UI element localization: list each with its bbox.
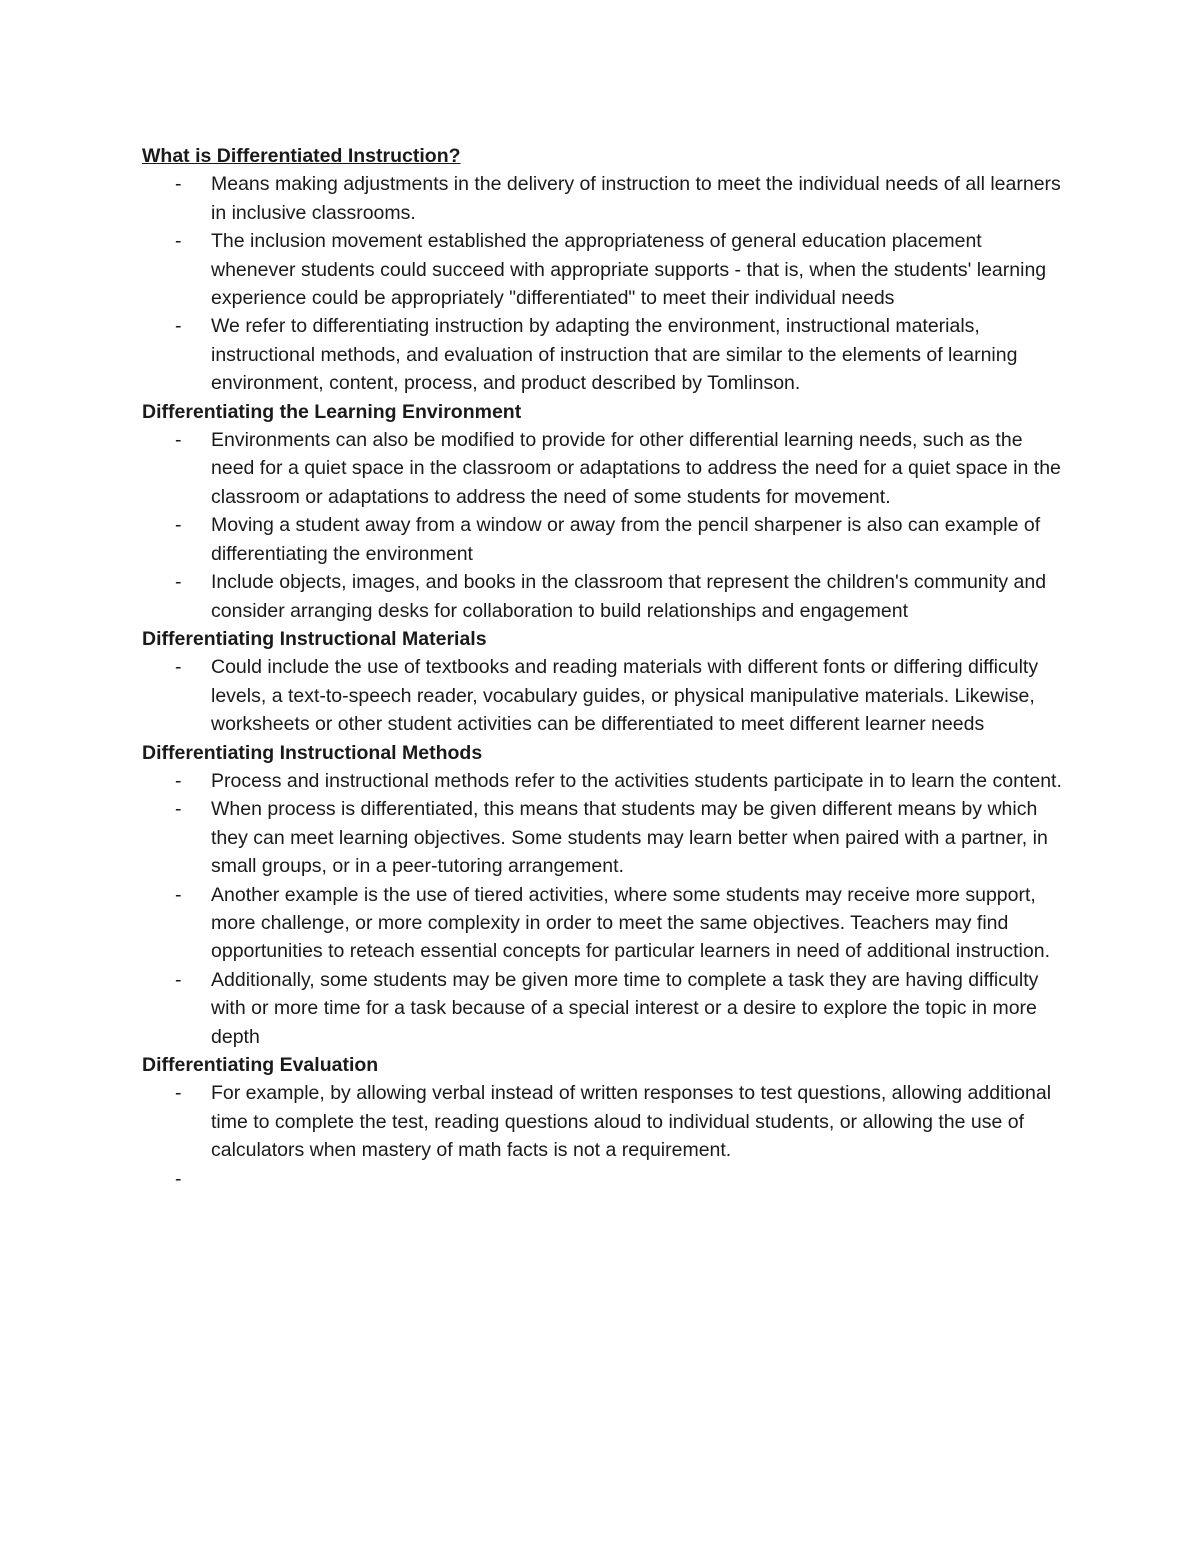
document-page: [142, 142, 1062, 1193]
list-item: [142, 881, 1062, 966]
bullet-dash: -: [175, 883, 182, 906]
bullet-list: [142, 170, 1062, 397]
list-item: [142, 767, 1062, 795]
list-item: [142, 966, 1062, 1051]
bullet-dash: -: [175, 1082, 182, 1105]
section-learning-environment: [142, 398, 1062, 625]
section-heading: Differentiating Instructional Methods: [142, 741, 483, 764]
list-item: [142, 426, 1062, 511]
bullet-dash: -: [175, 315, 182, 338]
list-item: [142, 795, 1062, 880]
section-evaluation: [142, 1051, 1062, 1193]
section-what-is-di: [142, 142, 1062, 398]
list-item-text: Moving a student away from a window or away from the pencil sharpener is also can example of differentiating the environment: [211, 514, 1041, 565]
list-item: [142, 653, 1062, 738]
list-item: [142, 312, 1062, 397]
list-item-text: Another example is the use of tiered activities, where some students may receive more support, more challenge, or more complexity in order to meet the same objectives. Teachers may find opportunities to reteach essential concepts for particular learners in need of additional instruction.: [211, 883, 1050, 963]
bullet-dash: -: [175, 656, 182, 679]
bullet-dash: -: [175, 798, 182, 821]
list-item: [142, 568, 1062, 625]
section-instructional-materials: [142, 625, 1062, 739]
bullet-dash: -: [175, 514, 182, 537]
bullet-dash: -: [175, 769, 182, 792]
bullet-dash: -: [175, 173, 182, 196]
section-instructional-methods: [142, 739, 1062, 1051]
list-item-text: Additionally, some students may be given more time to complete a task they are having difficulty with or more time for a task because of a special interest or a desire to explore the topic in more depth: [211, 968, 1039, 1048]
list-item-text: For example, by allowing verbal instead of written responses to test questions, allowing additional time to complete the test, reading questions aloud to individual students, or allowing the use of calculators when mastery of math facts is not a requirement.: [211, 1082, 1052, 1162]
bullet-dash: -: [175, 429, 182, 452]
list-item-text: Means making adjustments in the delivery of instruction to meet the individual needs of all learners in inclusive classrooms.: [211, 173, 1061, 224]
bullet-list: [142, 653, 1062, 738]
list-item-empty: [142, 1165, 1062, 1193]
list-item: [142, 227, 1062, 312]
list-item-text: Include objects, images, and books in the classroom that represent the children's community and consider arranging desks for collaboration to build relationships and engagement: [211, 571, 1047, 622]
list-item-text: The inclusion movement established the appropriateness of general education placement whenever students could succeed with appropriate supports - that is, when the students' learning experience could be appropriately "differentiated" to meet their individual needs: [211, 230, 1047, 310]
list-item-text: We refer to differentiating instruction by adapting the environment, instructional materials, instructional methods, and evaluation of instruction that are similar to the elements of learning environment, content, process, and product described by Tomlinson.: [211, 315, 1018, 395]
section-heading: Differentiating Instructional Materials: [142, 627, 487, 650]
list-item-text: Environments can also be modified to provide for other differential learning needs, such as the need for a quiet space in the classroom or adaptations to address the need for a quiet space in the classroom or adaptations to address the need of some students for movement.: [211, 429, 1061, 508]
section-heading: Differentiating the Learning Environment: [142, 400, 522, 423]
bullet-list: [142, 426, 1062, 625]
bullet-dash: -: [175, 1167, 182, 1190]
bullet-dash: -: [175, 571, 182, 594]
list-item: [142, 1079, 1062, 1164]
list-item-text: Process and instructional methods refer to the activities students participate in to learn the content.: [211, 769, 1062, 792]
list-item-text: Could include the use of textbooks and reading materials with different fonts or differing difficulty levels, a text-to-speech reader, vocabulary guides, or physical manipulative materials. Likewise, worksheets or other student activities can be differentiated to meet different learner needs: [211, 656, 1039, 736]
list-item: [142, 511, 1062, 568]
section-heading: Differentiating Evaluation: [142, 1054, 379, 1076]
bullet-list: [142, 767, 1062, 1051]
bullet-list: [142, 1079, 1062, 1193]
bullet-dash: -: [175, 968, 182, 991]
list-item-text: When process is differentiated, this means that students may be given different means by which they can meet learning objectives. Some students may learn better when paired with a partner, in small groups, or in a peer-tutoring arrangement.: [211, 798, 1048, 878]
bullet-dash: -: [175, 230, 182, 253]
list-item: [142, 170, 1062, 227]
section-heading: What is Differentiated Instruction?: [142, 145, 461, 167]
